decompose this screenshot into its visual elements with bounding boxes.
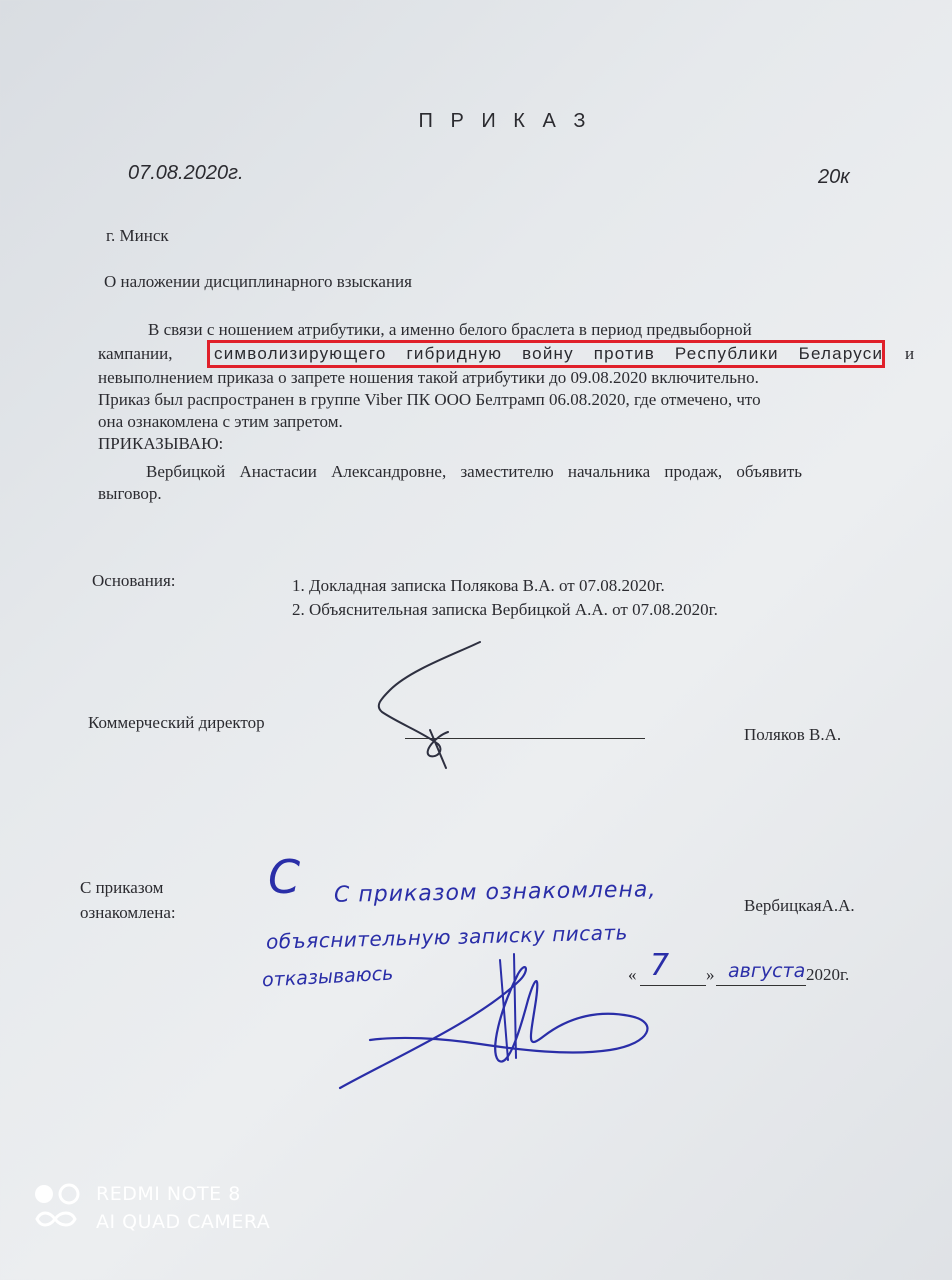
watermark-line-2: AI QUAD CAMERA	[96, 1211, 271, 1233]
ack-date-open-quote: «	[628, 965, 637, 984]
city: г. Минск	[106, 226, 169, 245]
document-date: 07.08.2020г.	[128, 162, 244, 184]
ack-date-year: 2020г.	[806, 965, 850, 984]
subject: О наложении дисциплинарного взыскания	[104, 272, 412, 291]
grounds-label: Основания:	[92, 571, 176, 590]
ack-label-line-2: ознакомлена:	[80, 903, 176, 922]
handwriting-day: 7	[650, 948, 670, 983]
order-line-1: Вербицкой Анастасии Александровне, заместителю начальника продаж, объявить	[146, 462, 803, 481]
order-word: ПРИКАЗЫВАЮ:	[98, 434, 224, 453]
grounds-item-2: 2. Объяснительная записка Вербицкой А.А. от 07.08.2020г.	[292, 600, 718, 619]
document-number: 20к	[818, 166, 850, 188]
body-line-4: Приказ был распространен в группе Viber ПК ООО Белтрамп 06.08.2020, где отмечено, что	[98, 390, 761, 409]
director-signature	[360, 640, 500, 770]
handwriting-month: августа	[728, 960, 806, 982]
ack-date-close-quote: »	[706, 965, 715, 984]
order-line-2: выговор.	[98, 484, 162, 503]
handwriting-line-1: С приказом ознакомлена,	[333, 877, 657, 908]
camera-watermark-logo	[33, 1183, 81, 1231]
ack-month-line	[716, 985, 806, 986]
ack-label-line-1: С приказом	[80, 878, 164, 897]
watermark-line-1: REDMI NOTE 8	[96, 1183, 241, 1205]
body-line-5: она ознакомлена с этим запретом.	[98, 412, 343, 431]
ack-name: ВербицкаяА.А.	[744, 896, 855, 915]
body-line-2a: кампании,	[98, 344, 173, 363]
handwriting-line-2: объяснительную записку писать	[265, 920, 629, 954]
body-line-2c: и	[905, 344, 915, 363]
grounds-item-1: 1. Докладная записка Полякова В.А. от 07.08.2020г.	[292, 576, 665, 595]
handwriting-line-3: отказываюсь	[261, 962, 394, 992]
director-title: Коммерческий директор	[88, 713, 265, 732]
body-line-2-highlighted: символизирующего гибридную войну против Республики Беларуси	[214, 344, 884, 363]
highlight-box	[207, 340, 885, 368]
employee-signature	[330, 940, 670, 1100]
body-line-1: В связи с ношением атрибутики, а именно белого браслета в период предвыборной	[148, 320, 752, 339]
document-title: П Р И К А З	[418, 110, 592, 132]
director-name: Поляков В.А.	[744, 725, 842, 744]
body-line-3: невыполнением приказа о запрете ношения такой атрибутики до 09.08.2020 включительно.	[98, 368, 759, 387]
handwriting-c: С	[268, 850, 301, 904]
